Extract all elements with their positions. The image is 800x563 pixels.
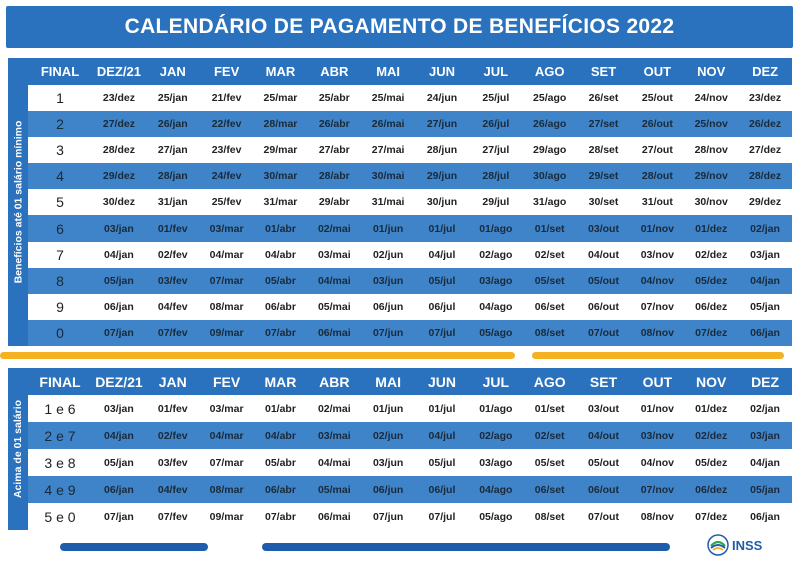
payment-table <box>28 58 792 346</box>
payment-date-cell: 28/jul <box>469 163 523 189</box>
payment-date-cell: 06/jul <box>415 294 469 320</box>
payment-date-cell: 04/jan <box>92 242 146 268</box>
payment-date-cell: 08/nov <box>630 320 684 346</box>
payment-date-cell: 04/out <box>577 242 631 268</box>
payment-date-cell: 26/dez <box>738 111 792 137</box>
payment-date-cell: 02/mai <box>307 215 361 241</box>
payment-date-cell: 28/mar <box>254 111 308 137</box>
final-digit-cell: 4 <box>28 163 92 189</box>
payment-date-cell: 04/fev <box>146 294 200 320</box>
payment-date-cell: 05/out <box>577 268 631 294</box>
payment-date-cell: 06/jun <box>361 476 415 503</box>
payment-date-cell: 01/jun <box>361 395 415 422</box>
table-row <box>28 476 792 503</box>
payment-date-cell: 29/jul <box>469 189 523 215</box>
payment-date-cell: 02/jun <box>361 422 415 449</box>
payment-date-cell: 31/ago <box>523 189 577 215</box>
header-month: DEZ <box>738 58 792 85</box>
final-digit-cell: 3 <box>28 137 92 163</box>
payment-date-cell: 02/set <box>523 242 577 268</box>
payment-date-cell: 07/out <box>577 503 631 530</box>
payment-date-cell: 23/fev <box>200 137 254 163</box>
payment-date-cell: 09/mar <box>200 320 254 346</box>
payment-date-cell: 02/jun <box>361 242 415 268</box>
payment-date-cell: 03/out <box>577 395 631 422</box>
payment-date-cell: 05/out <box>577 449 631 476</box>
payment-date-cell: 06/set <box>523 294 577 320</box>
payment-date-cell: 01/abr <box>254 215 308 241</box>
payment-date-cell: 06/dez <box>684 476 738 503</box>
payment-date-cell: 01/ago <box>469 215 523 241</box>
final-digit-cell: 7 <box>28 242 92 268</box>
payment-date-cell: 05/ago <box>469 320 523 346</box>
payment-date-cell: 29/nov <box>684 163 738 189</box>
table-header-row <box>28 368 792 395</box>
payment-date-cell: 30/nov <box>684 189 738 215</box>
payment-date-cell: 02/jan <box>738 395 792 422</box>
payment-date-cell: 06/out <box>577 294 631 320</box>
payment-date-cell: 04/out <box>577 422 631 449</box>
payment-date-cell: 28/jan <box>146 163 200 189</box>
payment-date-cell: 06/out <box>577 476 631 503</box>
payment-date-cell: 01/jul <box>415 395 469 422</box>
payment-date-cell: 06/jul <box>415 476 469 503</box>
final-digit-cell: 9 <box>28 294 92 320</box>
header-month: FEV <box>200 58 254 85</box>
payment-date-cell: 07/dez <box>684 503 738 530</box>
payment-date-cell: 05/jan <box>738 476 792 503</box>
payment-date-cell: 01/jun <box>361 215 415 241</box>
payment-date-cell: 08/set <box>523 503 577 530</box>
payment-date-cell: 07/fev <box>146 503 200 530</box>
payment-date-cell: 08/nov <box>630 503 684 530</box>
table-row <box>28 85 792 111</box>
payment-date-cell: 06/mai <box>307 503 361 530</box>
payment-date-cell: 07/mar <box>200 449 254 476</box>
payment-date-cell: 28/dez <box>92 137 146 163</box>
payment-date-cell: 03/mai <box>307 242 361 268</box>
payment-date-cell: 31/mai <box>361 189 415 215</box>
payment-date-cell: 03/mai <box>307 422 361 449</box>
payment-date-cell: 01/nov <box>630 395 684 422</box>
final-digit-cell: 4 e 9 <box>28 476 92 503</box>
payment-date-cell: 05/abr <box>254 449 308 476</box>
payment-date-cell: 03/out <box>577 215 631 241</box>
payment-date-cell: 03/nov <box>630 242 684 268</box>
payment-date-cell: 04/jan <box>92 422 146 449</box>
payment-date-cell: 27/mai <box>361 137 415 163</box>
payment-date-cell: 02/mai <box>307 395 361 422</box>
payment-date-cell: 25/fev <box>200 189 254 215</box>
bottom-bar-right <box>262 543 670 551</box>
payment-date-cell: 03/jan <box>738 242 792 268</box>
payment-date-cell: 03/ago <box>469 268 523 294</box>
payment-date-cell: 06/jan <box>92 476 146 503</box>
payment-date-cell: 07/jan <box>92 503 146 530</box>
payment-table <box>28 368 792 530</box>
side-label: Acima de 01 salário <box>12 399 24 499</box>
payment-date-cell: 04/ago <box>469 294 523 320</box>
payment-date-cell: 04/jan <box>738 449 792 476</box>
page-title: CALENDÁRIO DE PAGAMENTO DE BENEFÍCIOS 2022 <box>124 15 675 38</box>
payment-date-cell: 04/jan <box>738 268 792 294</box>
header-month: DEZ <box>738 368 792 395</box>
payment-date-cell: 07/abr <box>254 320 308 346</box>
payment-date-cell: 28/jun <box>415 137 469 163</box>
payment-date-cell: 25/jan <box>146 85 200 111</box>
payment-date-cell: 04/ago <box>469 476 523 503</box>
payment-date-cell: 07/jun <box>361 503 415 530</box>
payment-date-cell: 27/out <box>630 137 684 163</box>
payment-date-cell: 03/jun <box>361 268 415 294</box>
payment-date-cell: 07/out <box>577 320 631 346</box>
header-month: MAI <box>361 58 415 85</box>
payment-date-cell: 22/fev <box>200 111 254 137</box>
payment-date-cell: 01/set <box>523 215 577 241</box>
payment-date-cell: 09/mar <box>200 503 254 530</box>
header-month: JAN <box>146 58 200 85</box>
table-row <box>28 395 792 422</box>
final-digit-cell: 5 e 0 <box>28 503 92 530</box>
payment-date-cell: 01/abr <box>254 395 308 422</box>
payment-date-cell: 29/abr <box>307 189 361 215</box>
payment-date-cell: 27/jan <box>146 137 200 163</box>
payment-date-cell: 04/mai <box>307 449 361 476</box>
payment-date-cell: 03/ago <box>469 449 523 476</box>
final-digit-cell: 2 e 7 <box>28 422 92 449</box>
header-month: DEZ/21 <box>92 58 146 85</box>
table-row <box>28 294 792 320</box>
payment-date-cell: 07/jul <box>415 503 469 530</box>
table-row <box>28 503 792 530</box>
payment-date-cell: 29/mar <box>254 137 308 163</box>
payment-date-cell: 02/jan <box>738 215 792 241</box>
header-month: OUT <box>630 368 684 395</box>
table-row <box>28 449 792 476</box>
header-month: NOV <box>684 58 738 85</box>
payment-date-cell: 28/set <box>577 137 631 163</box>
payment-date-cell: 05/mai <box>307 476 361 503</box>
payment-date-cell: 02/ago <box>469 242 523 268</box>
header-month: AGO <box>523 58 577 85</box>
payment-date-cell: 03/mar <box>200 395 254 422</box>
final-digit-cell: 0 <box>28 320 92 346</box>
final-digit-cell: 1 e 6 <box>28 395 92 422</box>
side-label-tab <box>8 58 28 346</box>
payment-date-cell: 01/fev <box>146 215 200 241</box>
payment-date-cell: 07/nov <box>630 294 684 320</box>
payment-date-cell: 29/dez <box>92 163 146 189</box>
payment-date-cell: 27/jun <box>415 111 469 137</box>
header-month: ABR <box>307 58 361 85</box>
payment-date-cell: 28/abr <box>307 163 361 189</box>
payment-date-cell: 05/abr <box>254 268 308 294</box>
payment-date-cell: 02/ago <box>469 422 523 449</box>
divider-left <box>0 352 515 359</box>
payment-date-cell: 06/mai <box>307 320 361 346</box>
payment-date-cell: 06/set <box>523 476 577 503</box>
payment-date-cell: 04/mar <box>200 242 254 268</box>
final-digit-cell: 3 e 8 <box>28 449 92 476</box>
payment-date-cell: 21/fev <box>200 85 254 111</box>
side-label: Benefícios até 01 salário mínimo <box>12 120 24 284</box>
payment-date-cell: 28/dez <box>738 163 792 189</box>
payment-date-cell: 06/dez <box>684 294 738 320</box>
payment-date-cell: 02/fev <box>146 422 200 449</box>
payment-date-cell: 03/jun <box>361 449 415 476</box>
payment-date-cell: 06/jan <box>738 503 792 530</box>
payment-date-cell: 01/dez <box>684 395 738 422</box>
title-bar <box>6 6 793 48</box>
payment-date-cell: 02/set <box>523 422 577 449</box>
header-month: NOV <box>684 368 738 395</box>
payment-date-cell: 26/jan <box>146 111 200 137</box>
payment-date-cell: 25/mai <box>361 85 415 111</box>
payment-date-cell: 01/ago <box>469 395 523 422</box>
payment-date-cell: 04/mai <box>307 268 361 294</box>
payment-date-cell: 03/fev <box>146 268 200 294</box>
payment-date-cell: 05/dez <box>684 268 738 294</box>
final-digit-cell: 2 <box>28 111 92 137</box>
payment-date-cell: 26/jul <box>469 111 523 137</box>
header-month: AGO <box>523 368 577 395</box>
payment-date-cell: 04/fev <box>146 476 200 503</box>
payment-date-cell: 05/jul <box>415 268 469 294</box>
payment-date-cell: 04/abr <box>254 242 308 268</box>
payment-date-cell: 24/jun <box>415 85 469 111</box>
header-month: JUN <box>415 368 469 395</box>
section-acima-um-salario <box>8 368 792 530</box>
header-month: JUL <box>469 58 523 85</box>
payment-date-cell: 04/jul <box>415 242 469 268</box>
header-final: FINAL <box>28 58 92 85</box>
table-row <box>28 111 792 137</box>
table-row <box>28 137 792 163</box>
payment-date-cell: 25/out <box>630 85 684 111</box>
payment-date-cell: 07/jun <box>361 320 415 346</box>
inss-logo <box>707 534 762 556</box>
payment-date-cell: 26/ago <box>523 111 577 137</box>
payment-date-cell: 07/dez <box>684 320 738 346</box>
payment-date-cell: 27/abr <box>307 137 361 163</box>
payment-date-cell: 25/nov <box>684 111 738 137</box>
final-digit-cell: 6 <box>28 215 92 241</box>
payment-date-cell: 31/jan <box>146 189 200 215</box>
side-label-tab <box>8 368 28 530</box>
header-final: FINAL <box>28 368 92 395</box>
table-row <box>28 189 792 215</box>
payment-date-cell: 06/abr <box>254 294 308 320</box>
payment-date-cell: 01/set <box>523 395 577 422</box>
header-month: MAR <box>254 58 308 85</box>
payment-date-cell: 25/ago <box>523 85 577 111</box>
final-digit-cell: 5 <box>28 189 92 215</box>
payment-date-cell: 02/fev <box>146 242 200 268</box>
payment-date-cell: 25/mar <box>254 85 308 111</box>
payment-date-cell: 30/ago <box>523 163 577 189</box>
header-month: JAN <box>146 368 200 395</box>
bottom-bar-left <box>60 543 208 551</box>
header-month: MAR <box>254 368 308 395</box>
payment-date-cell: 06/jun <box>361 294 415 320</box>
payment-date-cell: 27/dez <box>92 111 146 137</box>
payment-date-cell: 03/nov <box>630 422 684 449</box>
payment-date-cell: 07/abr <box>254 503 308 530</box>
final-digit-cell: 8 <box>28 268 92 294</box>
payment-date-cell: 30/set <box>577 189 631 215</box>
payment-date-cell: 07/nov <box>630 476 684 503</box>
payment-date-cell: 08/mar <box>200 294 254 320</box>
table-row <box>28 163 792 189</box>
header-month: MAI <box>361 368 415 395</box>
payment-date-cell: 04/mar <box>200 422 254 449</box>
payment-date-cell: 26/mai <box>361 111 415 137</box>
payment-date-cell: 30/mai <box>361 163 415 189</box>
payment-date-cell: 23/dez <box>92 85 146 111</box>
payment-date-cell: 05/set <box>523 268 577 294</box>
inss-logo-icon <box>707 534 729 556</box>
payment-date-cell: 28/out <box>630 163 684 189</box>
logo-text: INSS <box>732 537 763 553</box>
payment-date-cell: 23/dez <box>738 85 792 111</box>
payment-date-cell: 26/out <box>630 111 684 137</box>
payment-date-cell: 03/jan <box>92 395 146 422</box>
divider-right <box>532 352 784 359</box>
header-month: ABR <box>307 368 361 395</box>
payment-date-cell: 04/nov <box>630 268 684 294</box>
payment-date-cell: 01/dez <box>684 215 738 241</box>
table-row <box>28 320 792 346</box>
table-row <box>28 422 792 449</box>
payment-date-cell: 02/dez <box>684 422 738 449</box>
payment-date-cell: 24/fev <box>200 163 254 189</box>
payment-date-cell: 26/set <box>577 85 631 111</box>
payment-date-cell: 30/dez <box>92 189 146 215</box>
payment-date-cell: 05/jan <box>92 449 146 476</box>
payment-date-cell: 25/abr <box>307 85 361 111</box>
payment-date-cell: 29/dez <box>738 189 792 215</box>
payment-date-cell: 24/nov <box>684 85 738 111</box>
payment-date-cell: 27/jul <box>469 137 523 163</box>
payment-date-cell: 30/jun <box>415 189 469 215</box>
header-month: FEV <box>200 368 254 395</box>
payment-date-cell: 05/jul <box>415 449 469 476</box>
payment-date-cell: 04/jul <box>415 422 469 449</box>
payment-date-cell: 05/set <box>523 449 577 476</box>
payment-date-cell: 01/jul <box>415 215 469 241</box>
payment-date-cell: 05/ago <box>469 503 523 530</box>
payment-date-cell: 04/abr <box>254 422 308 449</box>
payment-date-cell: 05/mai <box>307 294 361 320</box>
payment-date-cell: 28/nov <box>684 137 738 163</box>
table-header-row <box>28 58 792 85</box>
payment-date-cell: 08/mar <box>200 476 254 503</box>
payment-date-cell: 29/ago <box>523 137 577 163</box>
final-digit-cell: 1 <box>28 85 92 111</box>
payment-date-cell: 26/abr <box>307 111 361 137</box>
payment-date-cell: 03/mar <box>200 215 254 241</box>
section-ate-um-salario <box>8 58 792 346</box>
payment-date-cell: 05/jan <box>738 294 792 320</box>
payment-date-cell: 01/nov <box>630 215 684 241</box>
payment-date-cell: 05/jan <box>92 268 146 294</box>
payment-date-cell: 25/jul <box>469 85 523 111</box>
payment-date-cell: 05/dez <box>684 449 738 476</box>
table-row <box>28 242 792 268</box>
payment-date-cell: 04/nov <box>630 449 684 476</box>
payment-date-cell: 31/out <box>630 189 684 215</box>
payment-date-cell: 06/jan <box>738 320 792 346</box>
payment-date-cell: 02/dez <box>684 242 738 268</box>
payment-date-cell: 07/jul <box>415 320 469 346</box>
payment-date-cell: 27/dez <box>738 137 792 163</box>
payment-date-cell: 07/fev <box>146 320 200 346</box>
table-row <box>28 268 792 294</box>
header-month: DEZ/21 <box>92 368 146 395</box>
payment-date-cell: 07/mar <box>200 268 254 294</box>
payment-date-cell: 03/jan <box>92 215 146 241</box>
payment-date-cell: 31/mar <box>254 189 308 215</box>
payment-date-cell: 27/set <box>577 111 631 137</box>
payment-date-cell: 01/fev <box>146 395 200 422</box>
header-month: JUN <box>415 58 469 85</box>
payment-date-cell: 08/set <box>523 320 577 346</box>
payment-date-cell: 06/abr <box>254 476 308 503</box>
header-month: JUL <box>469 368 523 395</box>
payment-date-cell: 03/jan <box>738 422 792 449</box>
payment-date-cell: 03/fev <box>146 449 200 476</box>
payment-date-cell: 07/jan <box>92 320 146 346</box>
payment-date-cell: 30/mar <box>254 163 308 189</box>
header-month: SET <box>577 368 631 395</box>
payment-date-cell: 29/jun <box>415 163 469 189</box>
header-month: OUT <box>630 58 684 85</box>
payment-date-cell: 06/jan <box>92 294 146 320</box>
header-month: SET <box>577 58 631 85</box>
payment-date-cell: 29/set <box>577 163 631 189</box>
table-row <box>28 215 792 241</box>
